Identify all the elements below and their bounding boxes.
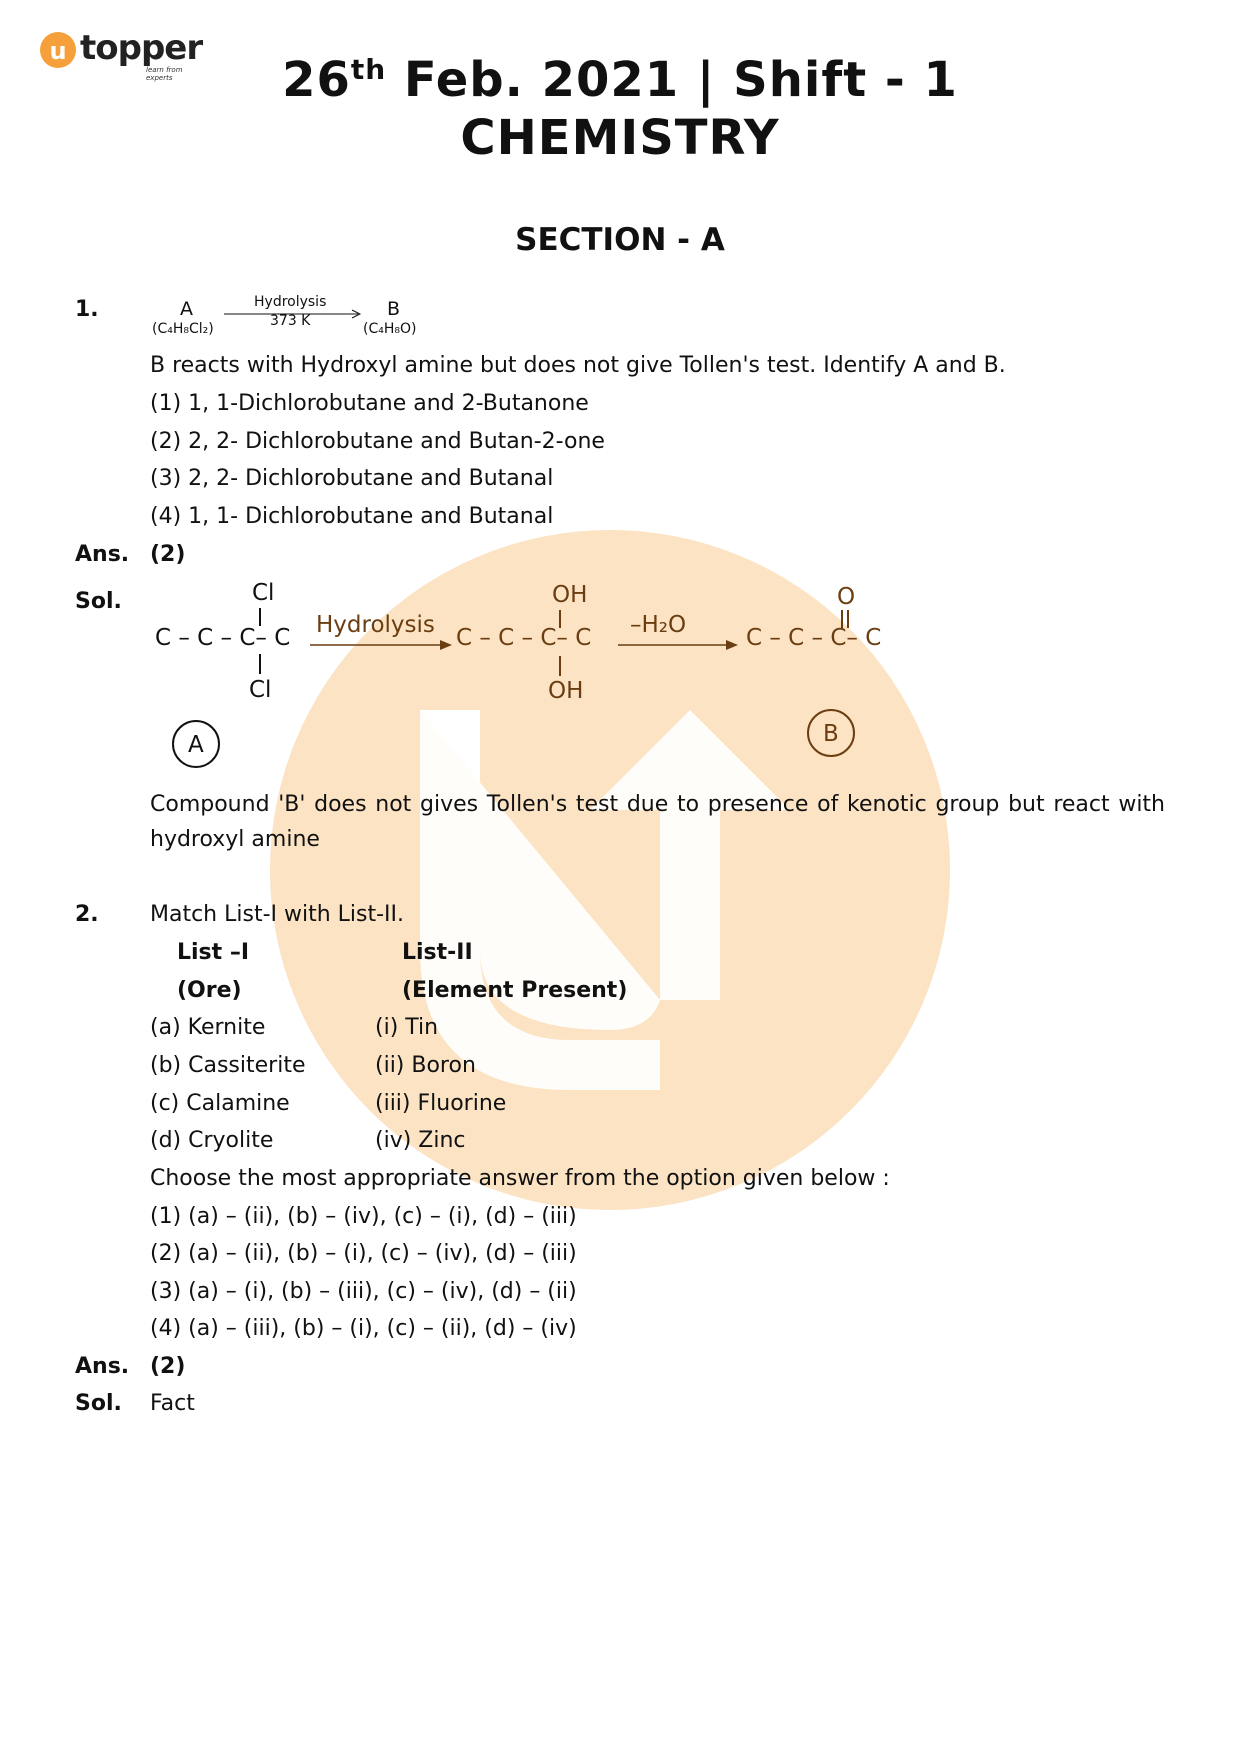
section-heading: SECTION - A xyxy=(515,222,725,258)
solution-text: Fact xyxy=(150,1391,195,1416)
choose-instruction: Choose the most appropriate answer from the option given below : xyxy=(150,1166,890,1191)
reactant-formula: (C₄H₈Cl₂) xyxy=(152,321,214,337)
arrow1-label: Hydrolysis xyxy=(316,612,435,638)
list2-heading: List-II xyxy=(402,940,473,965)
list2-item: (iv) Zinc xyxy=(375,1128,466,1153)
answer-label: Ans. xyxy=(75,1354,130,1379)
hydroxyl-bottom: OH xyxy=(548,678,584,704)
reaction-scheme xyxy=(150,572,910,772)
title-sup: th xyxy=(350,53,387,86)
subject-title: CHEMISTRY xyxy=(460,110,780,166)
hydroxyl-top: OH xyxy=(552,582,588,608)
option-4: (4) (a) – (iii), (b) – (i), (c) – (ii), (d) – (iv) xyxy=(150,1316,577,1341)
product-label: B xyxy=(387,298,401,320)
logo-tagline: learn from experts xyxy=(146,66,183,82)
chain-b: C – C – C– C xyxy=(746,625,882,651)
question-number: 1. xyxy=(75,297,99,322)
arrow2-label: –H₂O xyxy=(630,612,687,638)
solution-explanation: Compound 'B' does not gives Tollen's test due to presence of kenotic group but react with hydroxyl amine xyxy=(150,792,1165,852)
carbonyl-oxygen: O xyxy=(837,584,856,610)
option-4: (4) 1, 1- Dichlorobutane and Butanal xyxy=(150,504,554,529)
solution-label: Sol. xyxy=(75,589,122,614)
list2-item: (i) Tin xyxy=(375,1015,439,1040)
solution-label: Sol. xyxy=(75,1391,122,1416)
condition-top: Hydrolysis xyxy=(254,294,327,310)
reactant-label: A xyxy=(180,298,193,320)
condition-bottom: 373 K xyxy=(270,313,311,329)
title-day: 26 xyxy=(282,52,351,108)
answer-label: Ans. xyxy=(75,542,130,567)
option-1: (1) 1, 1-Dichlorobutane and 2-Butanone xyxy=(150,391,589,416)
list1-item: (a) Kernite xyxy=(150,1015,266,1040)
question-stem: B reacts with Hydroxyl amine but does not give Tollen's test. Identify A and B. xyxy=(150,353,1006,378)
logo-text: topper xyxy=(80,28,203,68)
product-formula: (C₄H₈O) xyxy=(363,321,417,337)
chlorine-bottom: Cl xyxy=(249,677,272,703)
q1-reaction xyxy=(150,292,450,342)
list1-heading: List –I xyxy=(177,940,250,965)
question-stem: Match List-I with List-II. xyxy=(150,902,405,927)
chlorine-top: Cl xyxy=(252,580,275,606)
answer-value: (2) xyxy=(150,542,186,567)
chain-a: C – C – C– C xyxy=(155,625,291,651)
option-2: (2) 2, 2- Dichlorobutane and Butan-2-one xyxy=(150,429,605,454)
option-2: (2) (a) – (ii), (b) – (i), (c) – (iv), (d) – (iii) xyxy=(150,1241,577,1266)
option-3: (3) (a) – (i), (b) – (iii), (c) – (iv), (d) – (ii) xyxy=(150,1279,577,1304)
list1-subheading: (Ore) xyxy=(177,978,242,1003)
list2-subheading: (Element Present) xyxy=(402,978,628,1003)
option-3: (3) 2, 2- Dichlorobutane and Butanal xyxy=(150,466,554,491)
list1-item: (c) Calamine xyxy=(150,1091,290,1116)
chain-intermediate: C – C – C– C xyxy=(456,625,592,651)
page-title xyxy=(0,52,1240,108)
list1-item: (b) Cassiterite xyxy=(150,1053,306,1078)
svg-text:u: u xyxy=(49,37,67,65)
list1-item: (d) Cryolite xyxy=(150,1128,274,1153)
question-number: 2. xyxy=(75,902,99,927)
list2-item: (iii) Fluorine xyxy=(375,1091,507,1116)
circle-b-label: B xyxy=(823,721,839,747)
answer-value: (2) xyxy=(150,1354,186,1379)
circle-a-label: A xyxy=(188,732,204,758)
title-rest: Feb. 2021 | Shift - 1 xyxy=(386,52,958,108)
list2-item: (ii) Boron xyxy=(375,1053,476,1078)
option-1: (1) (a) – (ii), (b) – (iv), (c) – (i), (d) – (iii) xyxy=(150,1204,577,1229)
